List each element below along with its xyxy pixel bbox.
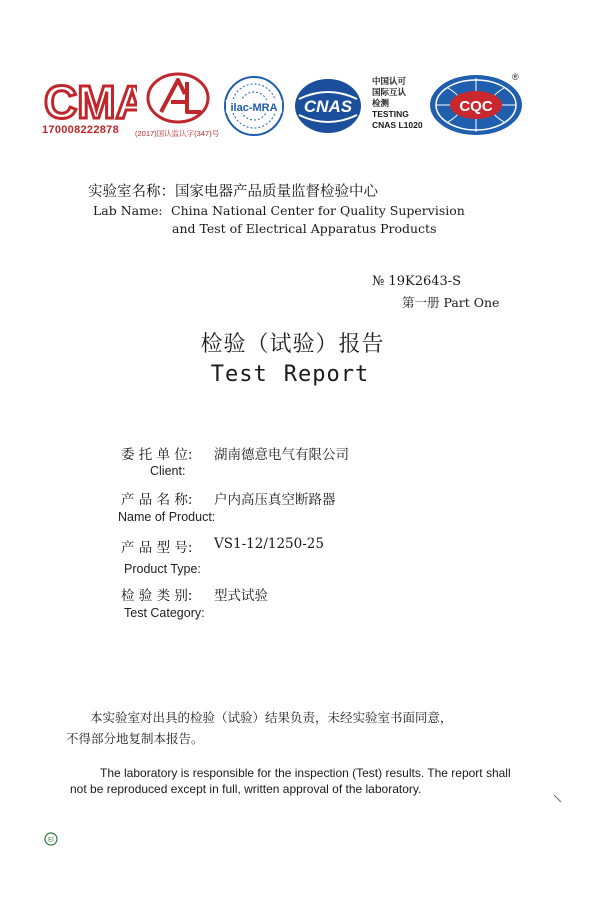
cqc-logo-text: CQC (459, 98, 493, 115)
client-value: 湖南德意电气有限公司 (214, 447, 349, 463)
category-label-cn: 检 验 类 别: (121, 588, 193, 604)
type-value: VS1-12/1250-25 (214, 536, 324, 552)
cnas-line: 国际互认 (372, 87, 407, 97)
cnas-line: TESTING (372, 109, 409, 119)
lab-name-en-line1 (93, 203, 465, 218)
cnas-line: 检测 (372, 98, 390, 108)
lab-name-cn: 实验室名称：国家电器产品质量监督检验中心 (88, 184, 378, 200)
lab-name-en-line2: and Test of Electrical Apparatus Products (172, 221, 437, 236)
cnas-logo (293, 77, 363, 135)
report-title-en-word1: Test (210, 362, 268, 387)
ei-stamp-text: EI (48, 837, 54, 844)
type-label-cn: 产 品 型 号: (121, 540, 193, 556)
cnas-line: 中国认可 (372, 76, 407, 86)
lab-name-en-part1: China National Center for Quality Supervision (171, 203, 465, 218)
product-value: 户内高压真空断路器 (214, 492, 336, 508)
notice-cn-line2: 不得部分地复制本报告。 (66, 731, 204, 746)
report-title-en-word2: Report (283, 362, 370, 387)
report-title-cn: 检验（试验）报告 (200, 332, 385, 357)
report-number: № 19K2643-S (372, 274, 462, 289)
report-title-en (0, 362, 580, 387)
lab-name-label: Lab Name: (93, 203, 163, 218)
cma-number: 170008222878 (42, 124, 120, 136)
ilac-mra-logo (222, 74, 286, 138)
notice-cn-line1: 本实验室对出具的检验（试验）结果负责，未经实验室书面同意， (90, 710, 453, 725)
category-value: 型式试验 (214, 588, 268, 604)
notice-en (70, 765, 550, 797)
client-label-en: Client: (150, 464, 186, 478)
notice-en-line1: The laboratory is responsible for the inspection (Test) results. The report shall (100, 766, 511, 780)
cnas-logo-text: CNAS (303, 97, 353, 116)
cnas-accreditation-text (372, 76, 423, 131)
cal-logo (143, 72, 213, 124)
report-part: 第一册 Part One (402, 295, 500, 310)
notice-en-line2: not be reproduced except in full, written approval of the laboratory. (70, 782, 422, 796)
category-label-en: Test Category: (124, 606, 205, 620)
registered-mark: ® (512, 72, 519, 82)
cqc-logo (426, 70, 526, 140)
type-label-en: Product Type: (124, 562, 201, 576)
product-label-en: Name of Product: (118, 510, 216, 524)
product-label-cn: 产 品 名 称: (121, 492, 193, 508)
cal-number: (2017)国认监认字(347)号 (135, 129, 220, 138)
client-label-cn: 委 托 单 位: (121, 447, 193, 463)
ei-stamp-icon (44, 831, 58, 845)
notice-cn (66, 707, 530, 749)
cma-logo-text: CMA (44, 76, 137, 128)
ilac-logo-text: ilac-MRA (230, 102, 278, 114)
scan-mark-icon (552, 790, 564, 802)
cnas-line: CNAS L1020 (372, 120, 423, 130)
